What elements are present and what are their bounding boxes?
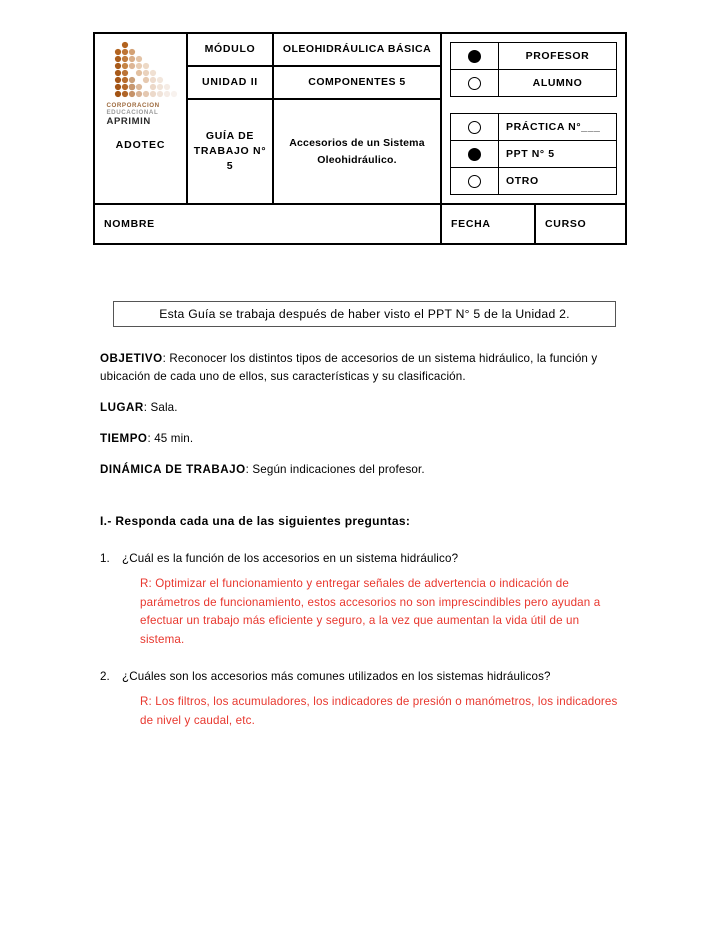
profesor-radio-cell[interactable] bbox=[451, 43, 499, 69]
question-1-number: 1. bbox=[100, 551, 110, 565]
table-row-modulo bbox=[188, 34, 440, 67]
practica-label: PRÁCTICA N°___ bbox=[506, 121, 601, 133]
logo-word-aprimin: APRIMIN bbox=[106, 115, 151, 127]
dinamica-paragraph bbox=[100, 461, 622, 479]
lugar-text: Sala. bbox=[150, 400, 178, 414]
logo-word-educacional: EDUCACIONAL bbox=[106, 108, 159, 116]
header-top-section bbox=[95, 34, 625, 205]
option-row-otro[interactable] bbox=[451, 168, 616, 194]
unidad-value: COMPONENTES 5 bbox=[308, 76, 406, 89]
practica-radio-cell[interactable] bbox=[451, 114, 499, 140]
modulo-label: MÓDULO bbox=[188, 34, 274, 65]
curso-label: CURSO bbox=[545, 218, 587, 230]
question-1-text: ¿Cuál es la función de los accesorios en un sistema hidráulico? bbox=[122, 551, 459, 565]
tiempo-sep: : bbox=[147, 431, 155, 445]
otro-label: OTRO bbox=[506, 175, 539, 187]
question-2-number: 2. bbox=[100, 669, 110, 683]
curso-field[interactable] bbox=[536, 205, 625, 243]
option-row-profesor[interactable] bbox=[451, 43, 616, 70]
guia-label: GUÍA DE TRABAJO N° 5 bbox=[188, 100, 274, 203]
radio-empty-icon[interactable] bbox=[468, 77, 481, 90]
activity-options-table bbox=[450, 113, 617, 195]
question-1 bbox=[100, 550, 622, 568]
lugar-paragraph bbox=[100, 399, 622, 417]
answer-1: R: Optimizar el funcionamiento y entregar señales de advertencia o indicación de parámetros de funcionamiento, estos accesorios no son imprescindibles pero ayudan a efectuar un trabajo más eficiente y seguro, a la vez que aumentan la vida útil de un sistema. bbox=[140, 576, 601, 647]
radio-empty-icon[interactable] bbox=[468, 121, 481, 134]
ppt-label: PPT N° 5 bbox=[506, 148, 555, 160]
radio-filled-icon[interactable] bbox=[468, 50, 481, 63]
objetivo-sep: : bbox=[162, 352, 170, 365]
nombre-label: NOMBRE bbox=[104, 218, 155, 230]
tiempo-label: TIEMPO bbox=[100, 431, 148, 445]
radio-filled-icon[interactable] bbox=[468, 148, 481, 161]
notice-box bbox=[113, 301, 616, 327]
ppt-radio-cell[interactable] bbox=[451, 141, 499, 167]
radio-empty-icon[interactable] bbox=[468, 175, 481, 188]
fecha-label: FECHA bbox=[451, 218, 491, 230]
alumno-radio-cell[interactable] bbox=[451, 70, 499, 96]
question-2-text: ¿Cuáles son los accesorios más comunes utilizados en los sistemas hidráulicos? bbox=[122, 669, 551, 683]
lugar-sep: : bbox=[143, 400, 151, 414]
guia-value: Accesorios de un Sistema Oleohidráulico. bbox=[289, 137, 425, 166]
option-row-practica[interactable] bbox=[451, 114, 616, 141]
selection-block bbox=[442, 34, 625, 203]
logo-word-corporacion: CORPORACION bbox=[106, 102, 160, 109]
notice-text: Esta Guía se trabaja después de haber visto el PPT N° 5 de la Unidad 2. bbox=[159, 307, 570, 321]
dinamica-sep: : bbox=[245, 462, 253, 476]
organization-name: ADOTEC bbox=[115, 139, 166, 152]
aprimin-logo-icon bbox=[104, 40, 178, 102]
objetivo-paragraph bbox=[100, 350, 622, 386]
dinamica-label: DINÁMICA DE TRABAJO bbox=[100, 462, 246, 476]
table-row-guia bbox=[188, 100, 440, 203]
option-row-ppt[interactable] bbox=[451, 141, 616, 168]
body-spacer bbox=[100, 492, 622, 514]
question-2 bbox=[100, 668, 622, 686]
table-row-unidad bbox=[188, 67, 440, 100]
logo-cell bbox=[95, 34, 188, 203]
logo-wordmark bbox=[104, 103, 178, 126]
profesor-label: PROFESOR bbox=[525, 50, 590, 62]
document-body bbox=[100, 350, 622, 748]
objetivo-text: Reconocer los distintos tipos de accesorios de un sistema hidráulico, la función y ubicación de cada uno de ellos, sus características y su clasificación. bbox=[100, 352, 598, 383]
modulo-value: OLEOHIDRÁULICA BÁSICA bbox=[282, 43, 432, 56]
tiempo-paragraph bbox=[100, 430, 622, 448]
option-row-alumno[interactable] bbox=[451, 70, 616, 96]
fecha-field[interactable] bbox=[442, 205, 536, 243]
dinamica-text: Según indicaciones del profesor. bbox=[252, 462, 425, 476]
student-fields-row bbox=[95, 205, 625, 243]
tiempo-text: 45 min. bbox=[154, 431, 194, 445]
nombre-field[interactable] bbox=[95, 205, 442, 243]
objetivo-label: OBJETIVO bbox=[100, 352, 163, 365]
audience-options-table bbox=[450, 42, 617, 97]
answer-2: R: Los filtros, los acumuladores, los indicadores de presión o manómetros, los indicadores de nivel y caudal, etc. bbox=[140, 694, 618, 727]
document-header-table bbox=[93, 32, 627, 245]
unidad-label: UNIDAD II bbox=[188, 67, 274, 98]
course-info-block bbox=[188, 34, 442, 203]
lugar-label: LUGAR bbox=[100, 400, 144, 414]
alumno-label: ALUMNO bbox=[532, 77, 583, 89]
otro-radio-cell[interactable] bbox=[451, 168, 499, 194]
section-title: I.- Responda cada una de las siguientes preguntas: bbox=[100, 513, 411, 528]
